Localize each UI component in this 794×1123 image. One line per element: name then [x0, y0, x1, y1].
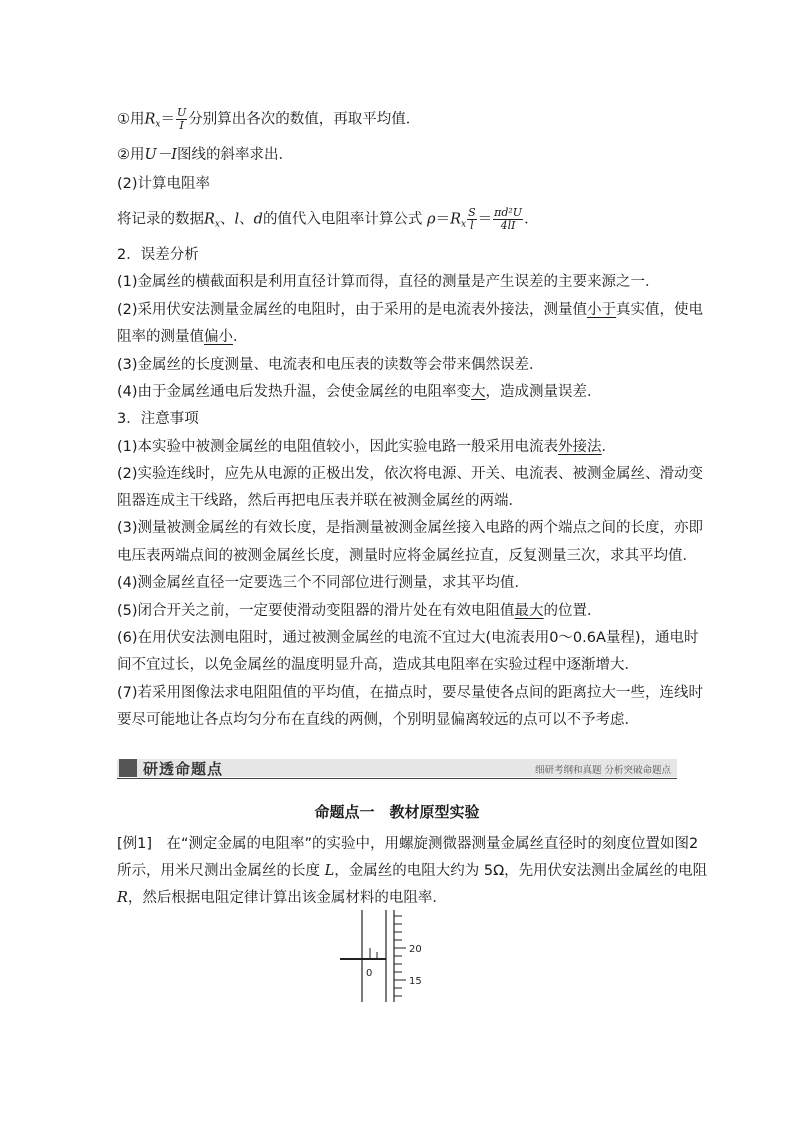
note-7a: (7)若采用图像法求电阻阻值的平均值，在描点时，要尽量使各点间的距离拉大一些，连线时 [117, 685, 704, 701]
underlined-answer: 偏小 [204, 329, 233, 345]
method-1-line [117, 107, 420, 135]
note-2b: 阻器连成主干线路，然后再把电压表并联在被测金属丝的两端． [117, 493, 523, 509]
formula-line [117, 207, 539, 235]
numerator: πd²U [494, 206, 523, 219]
var-rho: ρ [427, 211, 436, 228]
var-sub: x [214, 219, 220, 230]
text: 将记录的数据 [117, 211, 204, 228]
note-1 [117, 437, 616, 457]
tick-label-20: 20 [409, 944, 422, 955]
text: ． [601, 439, 617, 455]
section-title: 研透命题点 [143, 760, 224, 778]
text: (5)闭合开关之前，一定要使滑动变阻器的滑片处在有效电阻值 [117, 603, 515, 619]
numerator: U [177, 106, 187, 119]
numerator: S [468, 206, 476, 219]
section-tagline: 细研考纲和真题 分析突破命题点 [534, 765, 671, 776]
var-sub: x [155, 119, 161, 130]
note-6a: (6)在用伏安法测电阻时，通过被测金属丝的电流不宜过大(电流表用0～0.6A量程)，通电时 [117, 630, 699, 646]
divider [117, 778, 677, 779]
text: 图线的斜率求出． [176, 147, 293, 163]
text: 阻率的测量值 [117, 329, 204, 345]
fraction-resistivity [493, 207, 523, 232]
heading-error-analysis: 2．误差分析 [117, 247, 199, 263]
denominator: l [470, 219, 474, 232]
note-7b: 要尽可能地让各点均匀分布在直线的两侧，个别明显偏离较远的点可以不予考虑． [117, 712, 639, 728]
example-line-2 [117, 861, 707, 881]
equals: ＝ [477, 211, 493, 228]
micrometer-figure [340, 910, 450, 1002]
text: ①用 [117, 111, 145, 128]
text: ，造成测量误差． [485, 384, 602, 400]
error-item-2a [117, 300, 703, 320]
error-item-2b [117, 327, 248, 347]
note-3b: 电压表两端点间的被测金属丝长度，测量时应将金属丝拉直，反复测量三次，求其平均值． [117, 548, 697, 564]
text: 的位置． [543, 603, 602, 619]
text: 分别算出各次的数值，再取平均值． [188, 111, 421, 128]
var-l: l [234, 211, 240, 228]
grid-icon [119, 759, 137, 777]
var-r: R [117, 890, 128, 906]
text: (4)由于金属丝通电后发热升温，会使金属丝的电阻率变 [117, 384, 472, 400]
var-l: L [324, 863, 335, 879]
var-d: d [253, 211, 263, 228]
text: 、 [239, 211, 254, 228]
note-4: (4)测金属丝直径一定要选三个不同部位进行测量，求其平均值． [117, 575, 530, 591]
topic-heading: 命题点一 教材原型实验 [314, 803, 480, 821]
sub-heading-calc: (2)计算电阻率 [117, 176, 211, 192]
example-line-3 [117, 888, 447, 908]
section-banner [117, 757, 677, 779]
text: (2)采用伏安法测量金属丝的电阻时，由于采用的是电流表外接法，测量值 [117, 302, 588, 318]
example-line-1: [例1] 在“测定金属的电阻率”的实验中，用螺旋测微器测量金属丝直径时的刻度位置如图2 [117, 836, 699, 852]
heading-notes: 3．注意事项 [117, 411, 199, 427]
denominator: I [179, 119, 184, 132]
tick-label-0: 0 [366, 968, 373, 979]
underlined-answer: 大 [471, 384, 486, 400]
text: ②用 [117, 147, 145, 163]
var-sub: x [461, 219, 467, 230]
text: 所示，用米尺测出金属丝的长度 [117, 863, 320, 879]
equals: ＝ [160, 111, 175, 128]
note-5 [117, 601, 602, 621]
error-item-1: (1)金属丝的横截面积是利用直径计算而得，直径的测量是产生误差的主要来源之一． [117, 274, 660, 290]
text: (1)本实验中被测金属丝的电阻值较小，因此实验电路一般采用电流表 [117, 439, 559, 455]
underlined-answer: 小于 [587, 302, 617, 318]
text: 的值代入电阻率计算公式 [262, 211, 423, 228]
underlined-answer: 外接法 [558, 439, 602, 455]
var-r: R [204, 211, 215, 228]
fraction-u-over-i [176, 107, 187, 132]
var-r: R [144, 111, 156, 128]
error-item-4 [117, 382, 602, 402]
note-3a: (3)测量被测金属丝的有效长度，是指测量被测金属丝接入电路的两个端点之间的长度，亦即 [117, 520, 704, 536]
fraction-s-over-l [467, 207, 477, 232]
equals: ＝ [435, 211, 451, 228]
denominator: 4lI [500, 219, 516, 232]
text: ，然后根据电阻定律计算出该金属材料的电阻率． [127, 890, 447, 906]
text: ，金属丝的电阻大约为 5Ω，先用伏安法测出金属丝的电阻 [334, 863, 708, 879]
var-ui: U－I [144, 147, 177, 163]
tick-label-15: 15 [409, 976, 422, 987]
method-2-line [117, 145, 293, 165]
underlined-answer: 最大 [514, 603, 544, 619]
note-2a: (2)实验连线时，应先从电源的正极出发，依次将电源、开关、电流表、被测金属丝、滑动变 [117, 466, 704, 482]
note-6b: 间不宜过长，以免金属丝的温度明显升高，造成其电阻率在实验过程中逐渐增大． [117, 657, 639, 673]
error-item-3: (3)金属丝的长度测量、电流表和电压表的读数等会带来偶然误差． [117, 357, 544, 373]
text: ． [233, 329, 248, 345]
var-r: R [450, 211, 461, 228]
text: 真实值，使电 [616, 302, 704, 318]
text: 、 [220, 211, 235, 228]
text: ． [524, 211, 539, 228]
